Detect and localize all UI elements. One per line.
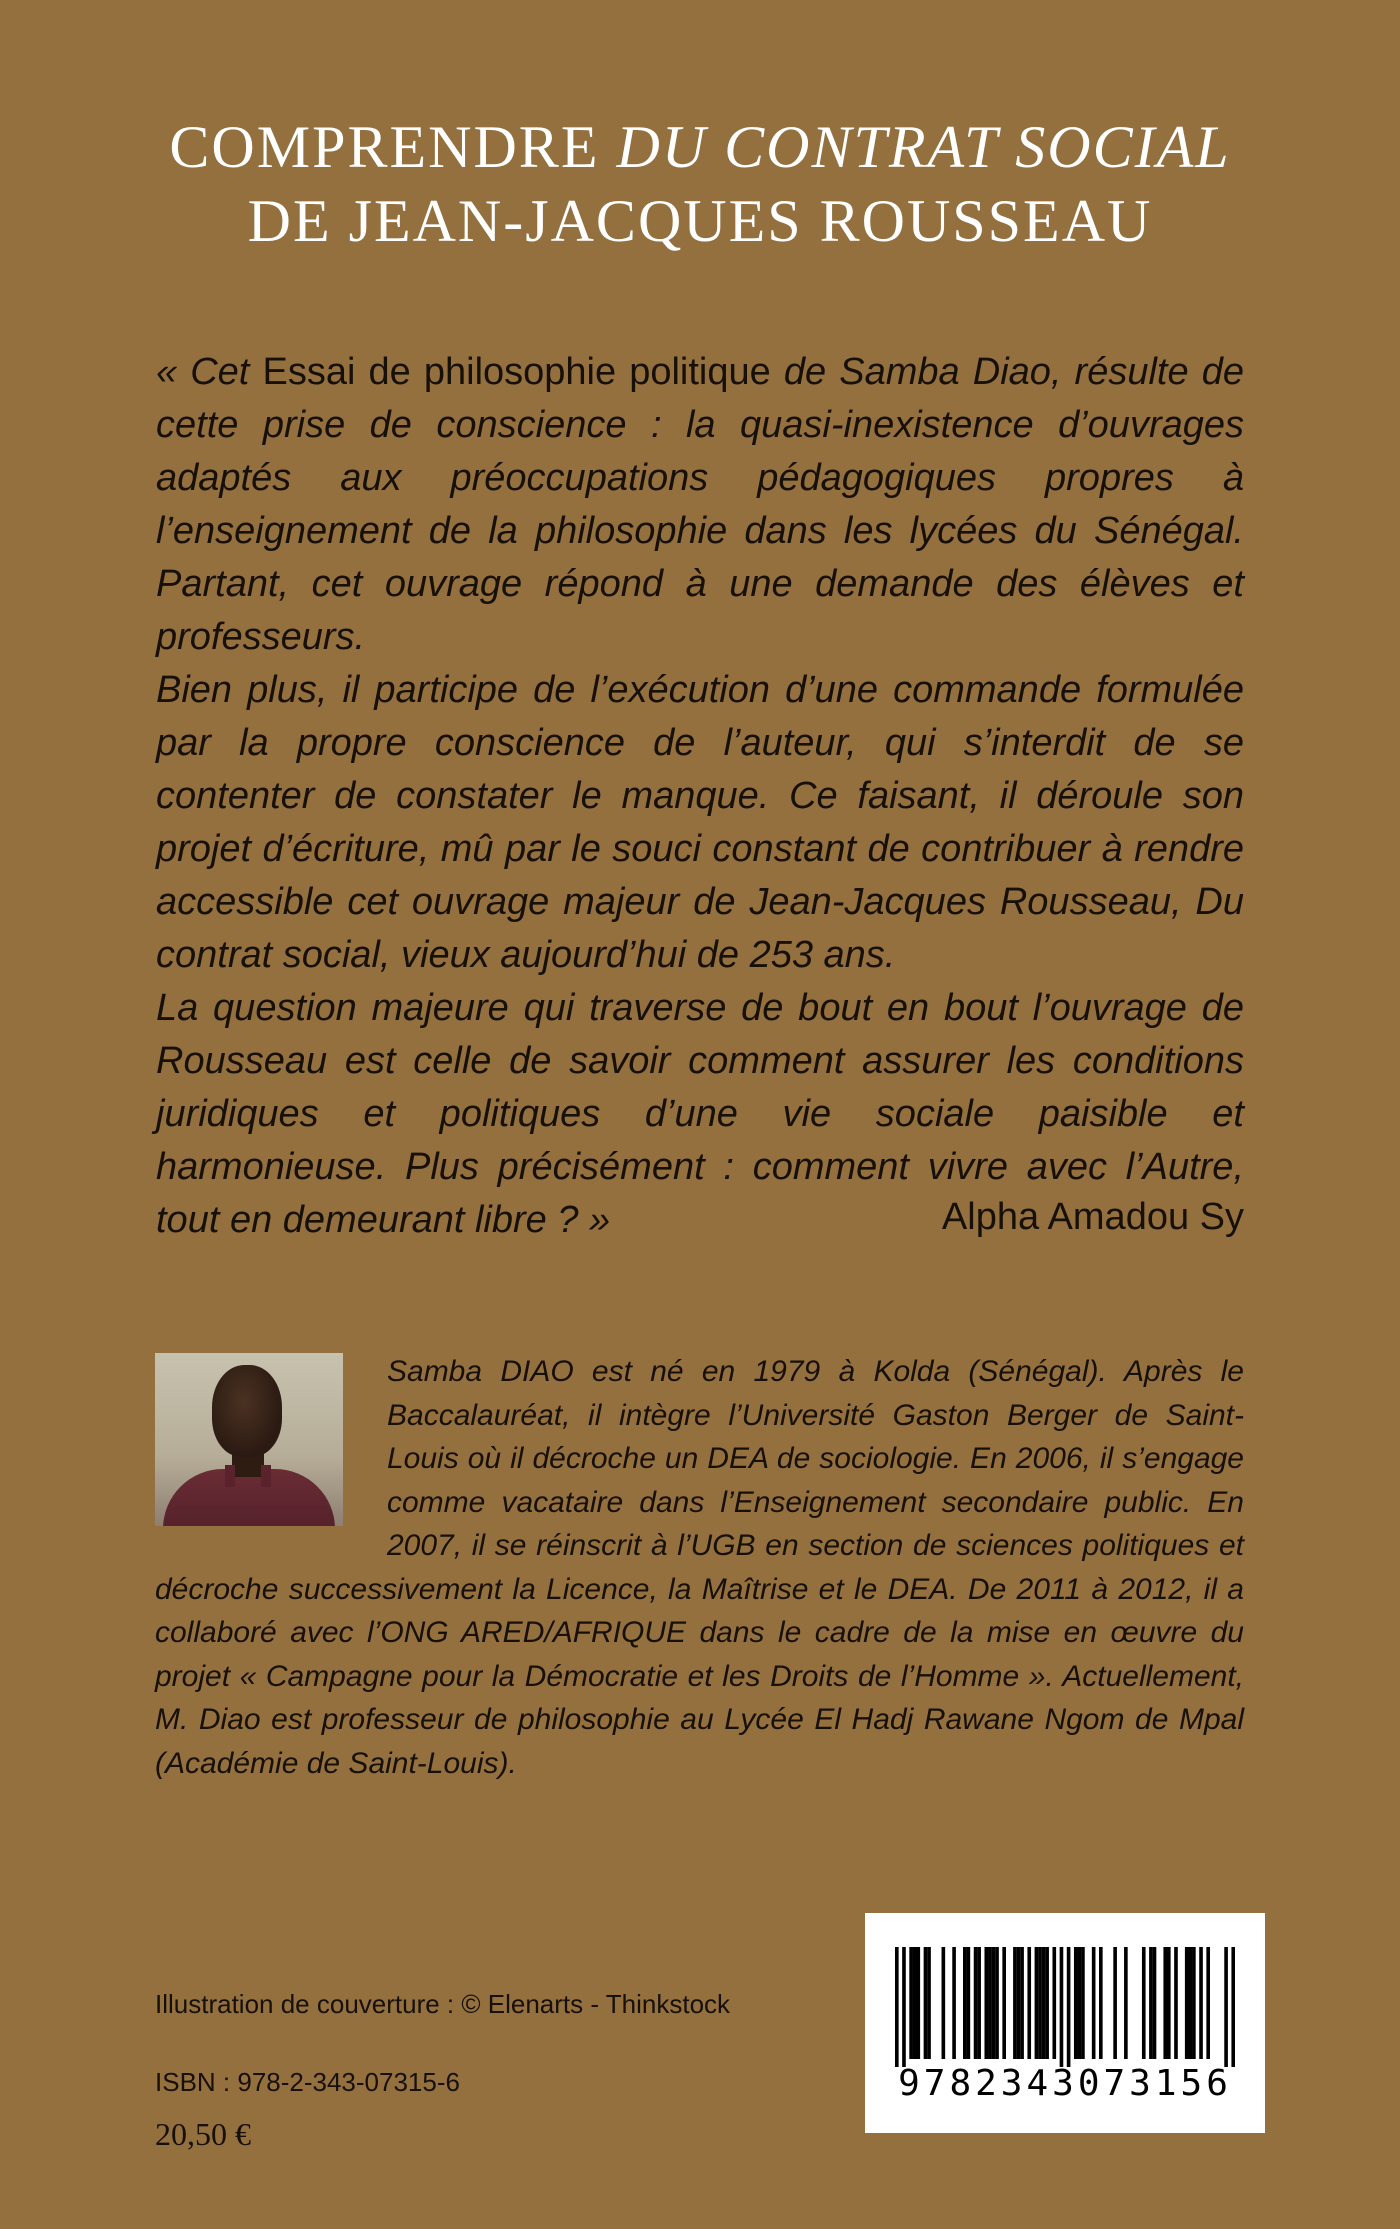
barcode-bar — [942, 1947, 946, 2059]
title-italic-part: DU CONTRAT SOCIAL — [616, 114, 1231, 180]
title-line-1 — [0, 110, 1400, 184]
book-title — [0, 110, 1400, 258]
barcode-bar — [1078, 1947, 1082, 2059]
barcode-bar — [1020, 1947, 1024, 2059]
photo-spacer — [155, 1350, 387, 1526]
author-bio — [155, 1350, 1244, 1785]
quote-paragraph-3: La question majeure qui traverse de bout en bout l’ouvrage de Rousseau est celle de savoir comment assurer les conditions juridiques et politiques d’une vie sociale paisible et harmonieuse. Plus précisément : comment vivre avec l’Autre, tout en demeurant libre ? » — [156, 987, 1244, 1241]
barcode-bar — [1113, 1947, 1117, 2059]
barcode-bar — [1042, 1947, 1046, 2059]
barcode-bar — [1167, 1947, 1171, 2059]
barcode-bar — [1206, 1947, 1210, 2059]
barcode-bar — [1092, 1947, 1096, 2059]
quote-paragraph-1 — [156, 346, 1244, 664]
barcode-bar — [927, 1947, 931, 2059]
barcode-bar — [1027, 1947, 1031, 2059]
barcode-bar — [1142, 1947, 1146, 2059]
barcode-bar — [1013, 1947, 1017, 2059]
barcode-bar — [1002, 1947, 1006, 2059]
author-bio-text: Samba DIAO est né en 1979 à Kolda (Sénégal). Après le Baccalauréat, il intègre l’Université Gaston Berger de Saint-Louis où il décroche un DEA de sociologie. En 2006, il s’engage comme vacataire dans l’Enseignement secondaire public. En 2007, il se réinscrit à l’UGB en section de sciences politiques et décroche successivement la Licence, la Maîtrise et le DEA. De 2011 à 2012, il a collaboré avec l’ONG ARED/AFRIQUE dans le cadre de la mise en œuvre du projet « Campagne pour la Démocratie et les Droits de l’Homme ». Actuellement, M. Diao est professeur de philosophie au Lycée El Hadj Rawane Ngom de Mpal (Académie de Saint-Louis). — [155, 1355, 1244, 1780]
barcode — [865, 1913, 1265, 2133]
barcode-bar — [995, 1947, 999, 2059]
barcode-bars — [895, 1947, 1235, 2067]
cover-illustration-credit: Illustration de couverture : © Elenarts - Thinkstock — [155, 1989, 731, 2019]
barcode-bar — [992, 1947, 996, 2059]
quote-signature: Alpha Amadou Sy — [941, 1196, 1244, 1238]
barcode-bar — [895, 1947, 899, 2067]
barcode-bar — [1185, 1947, 1189, 2059]
barcode-bar — [924, 1947, 928, 2059]
barcode-bar — [1081, 1947, 1085, 2059]
essay-title: Essai de philosophie politique — [262, 351, 771, 393]
barcode-bar — [984, 1947, 988, 2059]
barcode-bar — [1174, 1947, 1178, 2059]
barcode-bar — [1099, 1947, 1103, 2059]
barcode-bar — [1017, 1947, 1021, 2059]
barcode-bar — [1074, 1947, 1078, 2059]
barcode-bar — [1124, 1947, 1128, 2059]
barcode-bar — [1035, 1947, 1039, 2059]
barcode-bar — [1163, 1947, 1167, 2059]
barcode-bar — [1153, 1947, 1157, 2059]
barcode-bar — [909, 1947, 913, 2059]
title-prefix: COMPRENDRE — [169, 114, 617, 180]
barcode-bar — [916, 1947, 920, 2059]
barcode-bar — [913, 1947, 917, 2059]
barcode-bar — [902, 1947, 906, 2067]
barcode-bar — [1199, 1947, 1203, 2059]
price: 20,50 € — [155, 2116, 251, 2152]
blurb-quote — [156, 346, 1244, 1247]
barcode-digits: 9782343073156 — [898, 2063, 1232, 2104]
barcode-bar — [963, 1947, 967, 2059]
barcode-bar — [1045, 1947, 1049, 2059]
barcode-bar — [1052, 1947, 1056, 2059]
title-line-2: DE JEAN-JACQUES ROUSSEAU — [247, 188, 1153, 254]
quote-open: « Cet — [156, 351, 263, 393]
barcode-bar — [1192, 1947, 1196, 2059]
quote-paragraph-2: Bien plus, il participe de l’exécution d’une commande formulée par la propre conscience de l’auteur, qui s’interdit de se contenter de constater le manque. Ce faisant, il déroule son projet d’écriture, mû par le souci constant de contribuer à rendre accessible cet ouvrage majeur de Jean-Jacques Rousseau, Du contrat social, vieux aujourd’hui de 253 ans. — [156, 669, 1244, 976]
barcode-bar — [1188, 1947, 1192, 2059]
barcode-bar — [1149, 1947, 1153, 2059]
barcode-bar — [974, 1947, 978, 2059]
barcode-bar — [967, 1947, 971, 2059]
barcode-bar — [977, 1947, 981, 2059]
barcode-bar — [952, 1947, 956, 2059]
barcode-bar — [1038, 1947, 1042, 2059]
barcode-bar — [1060, 1947, 1064, 2067]
quote-paragraph-1-text: de Samba Diao, résulte de cette prise de conscience : la quasi-inexistence d’ouvrages adaptés aux préoccupations pédagogiques propres à l’enseignement de la philosophie dans les lycées du Sénégal. Partant, cet ouvrage répond à une demande des élèves et professeurs. — [156, 351, 1244, 658]
barcode-bar — [1067, 1947, 1071, 2067]
barcode-bar — [1231, 1947, 1235, 2067]
isbn: ISBN : 978-2-343-07315-6 — [155, 2067, 460, 2097]
barcode-bar — [988, 1947, 992, 2059]
barcode-bar — [1224, 1947, 1228, 2067]
